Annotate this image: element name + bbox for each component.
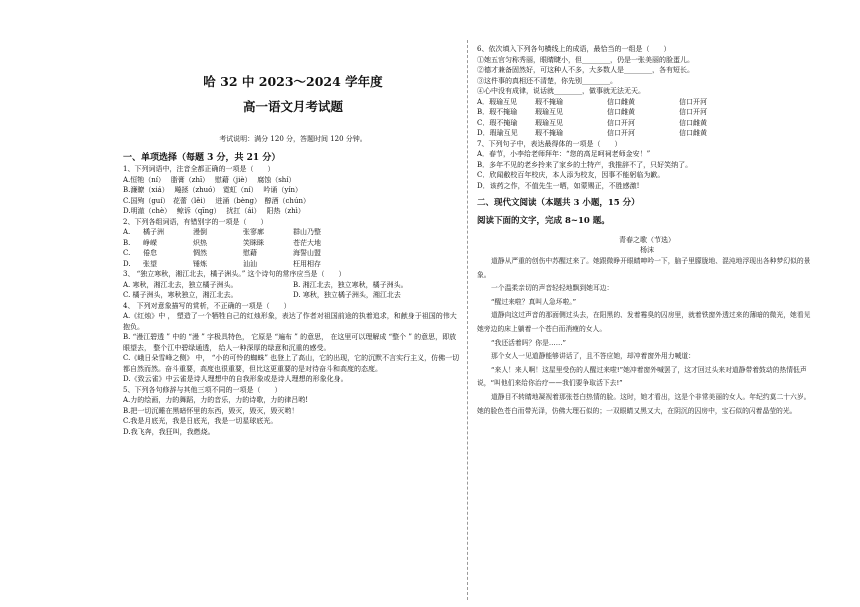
- q1-stem: 1、下列词语中，注音全都正确的一项是（ ）: [123, 165, 275, 173]
- passage-paragraph: 一个温柔亲切的声音轻轻地飘到她耳边：: [491, 284, 614, 293]
- passage-title: 青春之歌（节选）: [619, 236, 675, 244]
- q2-a-3: 张寥廓: [243, 228, 264, 236]
- q6-a-4: 信口开河: [679, 97, 707, 106]
- q2-d-key: D.: [123, 259, 131, 268]
- passage-paragraph: 道静目不转睛地凝视着那张苍白热情的脸。这时，她才看出，这是个非常美丽的女人。年纪约莫二十六岁。她的脸色苍白而带光泽，仿佛大理石似的；一双眼睛又黑又大，在阴沉的囚房中，宝石似的闪着晶莹的光。: [477, 392, 811, 415]
- q6-d-1: D．瑕瑜互见: [477, 129, 518, 137]
- passage-paragraph: “来人！来人啊！这屋里受伤的人醒过来啦!”她冲着窗外喊罢了，这才回过头来对道静带着鼓动的热情低声说，“叫他们来给你治疗——我们要争取活下去!”: [477, 365, 807, 388]
- q6-c-1: C．瑕不掩瑜: [477, 118, 518, 127]
- q7-option-b: B．多年不见的老乡拎来了家乡的土特产，我推辞不了，只好笑纳了。: [477, 160, 693, 169]
- q4-option-d: D.《致云雀》中云雀是诗人理想中的自我形象或是诗人理想的形象化身。: [123, 375, 348, 383]
- q6-a-1: A．瑕瑜互见: [477, 97, 518, 106]
- q6-a-3: 信口雌黄: [607, 97, 635, 106]
- q3-option-d: D. 寒秋，独立橘子洲头，湘江北去: [293, 291, 401, 299]
- q7-option-a: A．春节，小李给老师拜年：“您的高足呵祠老师金安！”: [477, 150, 651, 158]
- q6-sentence-3: ③这件事的真相还不清楚，你先别________。: [477, 76, 617, 85]
- passage-paragraph: 道静向这过声音的那面侧过头去，在阳黑的、发着霉臭的囚房里，就着铁窗外透过来的薄暗的微光，她看见她旁边的床上躺着一个苍白而消瘦的女人。: [477, 311, 811, 333]
- q6-d-3: 信口开河: [607, 129, 635, 137]
- q2-a-2: 漫倒: [193, 228, 207, 236]
- reading-intro: 阅读下面的文字，完成 8~10 题。: [477, 216, 610, 226]
- q5-option-a: A.力的绘画，力的舞蹈，力的音乐，力的诗歌，力的律吕哟!: [123, 396, 309, 404]
- left-column: [123, 74, 463, 437]
- q2-c-1: 倦怠: [143, 249, 157, 257]
- q4-option-a: A.《红烛》中 ， 塑造了一个牺牲自己的红烛形象，表达了作者对祖国前途的执着追求，和献身于祖国的伟大抱负。: [123, 312, 457, 331]
- q6-row-d: [477, 128, 817, 139]
- q2-c-2: 惆然: [193, 249, 207, 257]
- q6-row-c: [477, 118, 817, 129]
- q2-a-4: 群山乃整: [293, 228, 321, 236]
- q2-b-4: 苍茫大地: [293, 238, 321, 247]
- q2-row-d: [123, 259, 463, 270]
- q6-stem: 6、依次填入下列各句横线上的成语，最恰当的一组是（ ）: [477, 45, 671, 53]
- q6-sentence-2: ②德才兼备固然好，可这种人不多，大多数人是________，各有短长。: [477, 66, 694, 74]
- q3-option-b: B. 湘江北去，独立寒秋，橘子洲头。: [293, 280, 408, 289]
- exam-note: 考试说明：满分 120 分，答题时间 120 分钟。: [219, 135, 367, 143]
- q2-c-key: C.: [123, 249, 131, 257]
- q3-options-cd: [123, 290, 463, 301]
- q7-option-d: D．该药之作，不值先生一晒，如蒙赐正，不胜感激!: [477, 181, 640, 190]
- q7-option-c: C．欣闻敝校百年校庆，本人添为校友，因事不能躬临为歉。: [477, 171, 665, 179]
- q6-d-2: 瑕不掩瑜: [535, 129, 563, 137]
- q2-b-3: 笑眯眯: [243, 238, 264, 247]
- exam-subtitle: 高一语文月考试题: [242, 99, 343, 114]
- q6-sentence-4: ④心中没有成律，说话就________，做事就无法无天。: [477, 87, 645, 95]
- q6-row-a: [477, 97, 817, 108]
- q2-row-c: [123, 248, 463, 259]
- q7-stem: 7、下列句子中，表达最得体的一项是（ ）: [477, 139, 622, 148]
- passage-paragraph: “我还活着吗？你是……”: [491, 338, 567, 347]
- q2-b-1: 峥嵘: [143, 238, 157, 247]
- passage-author: 杨沫: [640, 246, 654, 254]
- q6-b-1: B．瑕不掩瑜: [477, 108, 518, 116]
- q1-option-b: B.濂瞭（xiá） 飚拯（zhuó） 霓虹（ní） 吟诵（yín）: [123, 186, 303, 194]
- q1-option-c: C.国殉（guí） 花蕾（lěi） 迸涌（bèng） 醇酒（chún）: [123, 196, 310, 205]
- q6-b-4: 信口开河: [679, 108, 707, 116]
- passage-paragraph: 那个女人一见道静能够讲话了，且不答应她，却冲着窗外用力喊道：: [491, 352, 695, 361]
- passage-paragraph: “醒过来啦？真叫人急坏啦。”: [491, 297, 577, 306]
- section2-heading: 二、现代文阅读（本题共 3 小题，15 分）: [477, 198, 640, 208]
- q1-option-a: A.恒牠（ní） 脂膏（zhī） 慰藉（jiè） 腐蚀（shí）: [123, 175, 296, 184]
- q2-d-2: 锤炼: [193, 259, 207, 268]
- q2-a-1: 橘子洲: [143, 228, 164, 236]
- q6-a-2: 瑕不掩瑜: [535, 97, 563, 106]
- q6-d-4: 信口雌黄: [679, 129, 707, 137]
- q2-row-b: [123, 238, 463, 249]
- q2-row-a: [123, 227, 463, 238]
- q5-option-b: B.把一切沉睡在黑暗怀里的东西，毁灭，毁灭，毁灭哟！: [123, 406, 299, 415]
- q2-d-1: 张望: [143, 259, 157, 268]
- q4-stem: 4、 下列对意象描写的赏析，不正确的一项是（ ）: [123, 301, 291, 310]
- q6-b-3: 信口雌黄: [607, 108, 635, 116]
- q2-stem: 2、下列各组词语，有错别字的一项是（ ）: [123, 217, 268, 226]
- q4-option-c: C.《峨日朵雪峰之侧》 中， “小的可怜的蜘蛛” 也登上了高山，它的出现，它的沉默不言实行主义，仿佛一切都自然而然。奋斗重要，高度也很重要，但比这更重要的是对待奋斗和高度的态度。: [123, 354, 460, 373]
- q2-d-3: 汕汕: [243, 259, 257, 268]
- q2-a-key: A.: [123, 228, 131, 236]
- q2-d-4: 枉用相存: [293, 259, 321, 268]
- q3-options-ab: [123, 280, 463, 291]
- passage-paragraph: 道静从严重的创伤中苏醒过来了。她跟微睁开眼睛呻吟一下，脑子里朦胧地、混沌地浮现出各种梦幻似的景象。: [477, 257, 811, 279]
- q5-option-d: D.我飞奔，我狂叫，我燃烧。: [123, 427, 215, 436]
- exam-title: 哈 32 中 2023～2024 学年度: [203, 74, 383, 89]
- q3-stem: 3、 “独立寒秋，湘江北去，橘子洲头。” 这个诗句的常序应当是（ ）: [123, 270, 346, 278]
- q2-b-2: 炽热: [193, 238, 207, 247]
- q6-c-3: 信口开河: [607, 118, 635, 127]
- q1-option-d: D.明澈（chè） 鲸诉（qīng） 扰扛（ái） 阳热（zhì）: [123, 207, 305, 215]
- q5-stem: 5、下列各句修辞与其他三项不同的一项是（ ）: [123, 385, 282, 394]
- q6-sentence-1: ①她五官匀称秀丽，眼睛睫小，但________，仍是一张美丽的脸蛋儿。: [477, 55, 694, 64]
- q2-c-3: 慰藉: [243, 249, 257, 257]
- q2-b-key: B.: [123, 238, 131, 247]
- q4-option-b: B. “漫江碧透 ” 中的 “漫 ” 字极具特色， 它原是 “遍布 ” 的意思， 在这里可以理解成 “整个 ” 的意思，即放眼望去， 整个江中碧绿通透， 给人一种深厚的绿意和沉重的感受。: [123, 333, 457, 352]
- q6-c-4: 信口雌黄: [679, 118, 707, 127]
- q6-b-2: 瑕瑜互见: [535, 108, 563, 116]
- q3-option-c: C. 橘子洲头，寒秋独立，湘江北去。: [123, 291, 238, 299]
- q6-row-b: [477, 107, 817, 118]
- q3-option-a: A. 寒秋，湘江北去，独立橘子洲头。: [123, 280, 238, 289]
- column-divider: [467, 40, 468, 600]
- q2-c-4: 海誓山盟: [293, 249, 321, 257]
- section1-heading: 一、单项选择（每题 3 分，共 21 分）: [123, 153, 281, 163]
- right-column: [477, 44, 817, 418]
- q5-option-c: C.我是月底光，我是日底光，我是一切星球底光。: [123, 417, 278, 425]
- q6-c-2: 瑕瑜互见: [535, 118, 563, 127]
